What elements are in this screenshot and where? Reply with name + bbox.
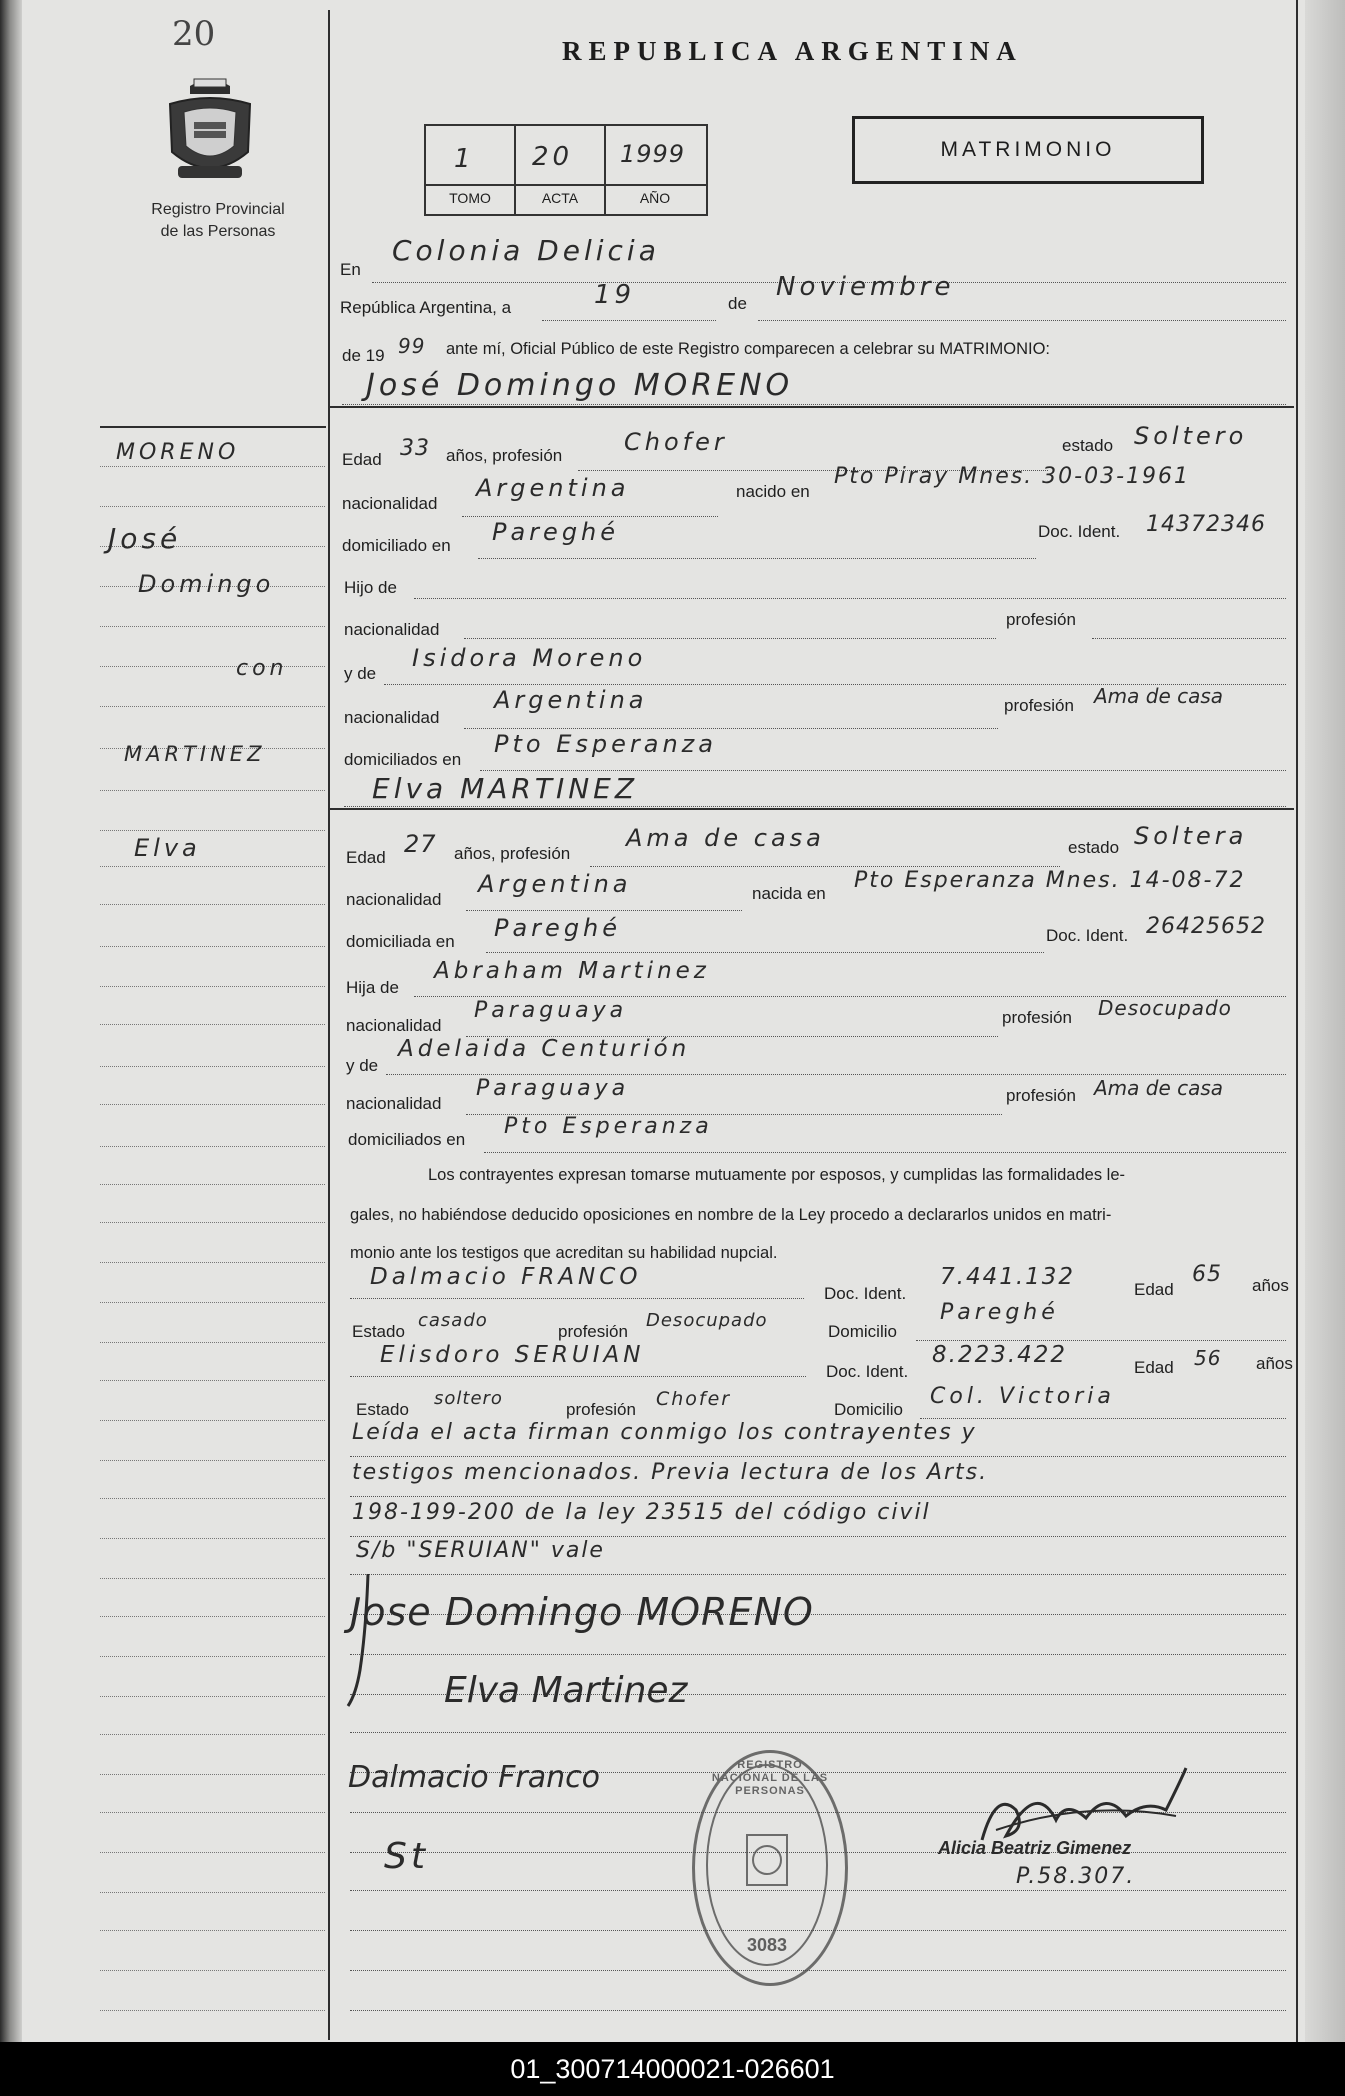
groom-nac-label: nacionalidad (342, 494, 438, 513)
groom-padre-nac-label: nacionalidad (344, 620, 440, 639)
bride-edad: 27 (404, 830, 437, 858)
margin-divider (328, 10, 330, 2040)
witness2-doc-label: Doc. Ident. (826, 1362, 909, 1381)
groom-madre: Isidora Moreno (412, 644, 647, 672)
body-line-1: Los contrayentes expresan tomarse mutuamente por esposos, y cumplidas las formalidades le- (428, 1166, 1126, 1184)
bride-yde-label: y de (346, 1056, 379, 1075)
month-value: Noviembre (776, 272, 955, 302)
month-line (758, 300, 1286, 321)
groom-madre-nac: Argentina (494, 686, 648, 714)
closing-line-3: 198-199-200 de la ley 23515 del código civil (352, 1500, 931, 1525)
registry-line-1: Registro Provincial (151, 201, 285, 218)
witness2-domicilio-label: Domicilio (834, 1400, 903, 1419)
bride-padre-prof: Desocupado (1098, 996, 1232, 1020)
groom-padre-prof-line (1092, 620, 1286, 639)
groom-nacido: Pto Piray Mnes. 30-03-1961 (834, 464, 1191, 489)
groom-domicilio: Pareghé (492, 518, 620, 546)
ano-value: 1999 (620, 140, 686, 168)
witness1-edad-label: Edad (1134, 1280, 1174, 1299)
page-edge (1305, 0, 1345, 2042)
margin-groom-surname: MORENO (116, 440, 240, 465)
day-value: 19 (594, 280, 636, 310)
witness-signature: Dalmacio Franco (348, 1760, 600, 1795)
acta-value: 20 (532, 142, 574, 172)
body-line-2: gales, no habiéndose deducido oposiciones en nombre de la Ley procedo a declararlos unidos en matri- (350, 1206, 1112, 1224)
groom-anos-profesion: años, profesión (446, 446, 563, 465)
margin-bride-surname: MARTINEZ (124, 742, 266, 766)
act-type-label: MATRIMONIO (940, 138, 1116, 161)
bride-madre: Adelaida Centurión (398, 1036, 691, 1062)
bride-full-name: Elva MARTINEZ (372, 772, 639, 805)
bride-estado: Soltera (1134, 822, 1248, 850)
witness2-doc: 8.223.422 (932, 1342, 1068, 1368)
groom-doc: 14372346 (1146, 512, 1266, 537)
witness2-anos-label: años (1256, 1354, 1293, 1373)
registry-stamp (692, 1750, 848, 1986)
stamp-number: 3083 (746, 1935, 788, 1955)
witness1-profesion-label: profesión (558, 1322, 628, 1341)
bride-madre-nac: Paraguaya (476, 1076, 630, 1101)
groom-yde-label: y de (344, 664, 377, 683)
bride-domiciliada-label: domiciliada en (346, 932, 455, 951)
bride-padre-prof-label: profesión (1002, 1008, 1072, 1027)
witness1-estado: casado (418, 1310, 488, 1331)
groom-domiciliados: Pto Esperanza (494, 730, 717, 758)
bride-domiciliados-label: domiciliados en (348, 1130, 466, 1149)
tomo-label: TOMO (449, 190, 491, 206)
ano-label: AÑO (639, 190, 671, 206)
groom-estado-label: estado (1062, 436, 1114, 455)
bride-domiciliados: Pto Esperanza (504, 1114, 713, 1139)
registry-name (130, 199, 306, 243)
witness1-estado-label: Estado (352, 1322, 405, 1341)
groom-domiciliado-label: domiciliado en (342, 536, 451, 555)
bride-padre-nac: Paraguaya (474, 998, 628, 1023)
groom-padre-prof-label: profesión (1006, 610, 1076, 629)
groom-nacido-label: nacido en (736, 482, 810, 501)
witness2-name: Elisdoro SERUIAN (380, 1342, 645, 1368)
book-binding (0, 0, 22, 2042)
margin-bride-name: Elva (134, 834, 201, 862)
witness1-doc: 7.441.132 (940, 1264, 1076, 1290)
body-line-3: monio ante los testigos que acreditan su habilidad nupcial. (350, 1244, 778, 1262)
bride-edad-label: Edad (346, 848, 386, 867)
country-title: REPUBLICA ARGENTINA (562, 36, 1023, 66)
bride-nacida: Pto Esperanza Mnes. 14-08-72 (854, 868, 1246, 893)
groom-nacionalidad: Argentina (476, 474, 630, 502)
bride-estado-label: estado (1068, 838, 1120, 857)
year-suffix: 99 (398, 334, 426, 358)
act-type-box (852, 116, 1204, 184)
witness1-edad: 65 (1192, 1262, 1222, 1287)
de-label: de (728, 294, 747, 313)
tomo-value: 1 (454, 144, 475, 174)
witness2-edad-label: Edad (1134, 1358, 1174, 1377)
margin-groom-name1: José (108, 522, 182, 555)
closing-line-1: Leída el acta firman conmigo los contrayentes y (352, 1420, 977, 1445)
republica-label: República Argentina, a (340, 298, 512, 317)
witness-mark: St (384, 1836, 429, 1877)
witness2-edad: 56 (1194, 1346, 1222, 1370)
bride-hija-label: Hija de (346, 978, 399, 997)
bride-domicilio: Pareghé (494, 914, 622, 942)
record-number-box (424, 124, 708, 216)
intro-statement: ante mí, Oficial Público de este Registro comparecen a celebrar su MATRIMONIO: (446, 340, 1051, 358)
margin-groom-name2: Domingo (138, 570, 275, 598)
provincial-seal-icon (160, 74, 260, 186)
groom-section-top (330, 406, 1294, 408)
bride-padre-nac-label: nacionalidad (346, 1016, 442, 1035)
groom-madre-prof: Ama de casa (1094, 684, 1224, 708)
witness2-profesion-label: profesión (566, 1400, 636, 1419)
registry-line-2: de las Personas (160, 223, 276, 240)
bride-profesion: Ama de casa (626, 824, 825, 852)
bride-doc-label: Doc. Ident. (1046, 926, 1129, 945)
bride-nac-label: nacionalidad (346, 890, 442, 909)
groom-full-name: José Domingo MORENO (366, 368, 794, 403)
witness1-doc-label: Doc. Ident. (824, 1284, 907, 1303)
witness1-domicilio-label: Domicilio (828, 1322, 897, 1341)
witness1-anos-label: años (1252, 1276, 1289, 1295)
groom-edad: 33 (400, 436, 430, 461)
groom-estado: Soltero (1134, 422, 1248, 450)
groom-signature-flourish (340, 1570, 380, 1710)
groom-profesion: Chofer (624, 428, 728, 456)
bride-doc: 26425652 (1146, 914, 1266, 939)
witness1-domicilio: Pareghé (940, 1300, 1059, 1325)
acta-label: ACTA (541, 190, 579, 206)
bride-nacionalidad: Argentina (478, 870, 632, 898)
margin-con: con (236, 656, 288, 681)
groom-doc-label: Doc. Ident. (1038, 522, 1121, 541)
en-label: En (340, 260, 361, 279)
right-border (1296, 0, 1298, 2042)
groom-edad-label: Edad (342, 450, 382, 469)
groom-padre-line (414, 580, 1286, 599)
year-prefix: de 19 (342, 346, 385, 365)
bride-section-top (330, 808, 1294, 810)
witness2-profesion: Chofer (656, 1388, 732, 1410)
witness2-estado-label: Estado (356, 1400, 409, 1419)
groom-padre-nac-line (464, 620, 996, 639)
closing-line-4: S/b "SERUIAN" vale (356, 1538, 605, 1563)
stamp-text: REGISTRO NACIONAL DE LAS PERSONAS (711, 1759, 829, 1797)
place-value: Colonia Delicia (392, 234, 660, 267)
witness2-estado: soltero (434, 1388, 503, 1409)
file-id-footer: 01_300714000021-026601 (510, 2053, 835, 2084)
official-signature-icon (976, 1760, 1196, 1850)
witness1-name: Dalmacio FRANCO (370, 1264, 642, 1290)
bride-madre-prof: Ama de casa (1094, 1076, 1224, 1100)
bride-nacida-label: nacida en (752, 884, 826, 903)
groom-signature: Jose Domingo MORENO (350, 1590, 814, 1634)
official-name: Alicia Beatriz Gimenez (938, 1838, 1132, 1858)
bride-madre-prof-label: profesión (1006, 1086, 1076, 1105)
groom-domiciliados-label: domiciliados en (344, 750, 462, 769)
official-id: P.58.307. (1016, 1864, 1136, 1889)
closing-line-2: testigos mencionados. Previa lectura de los Arts. (352, 1460, 989, 1485)
groom-madre-prof-label: profesión (1004, 696, 1074, 715)
page-number: 20 (172, 14, 216, 54)
bride-anos-profesion: años, profesión (454, 844, 571, 863)
groom-madre-nac-label: nacionalidad (344, 708, 440, 727)
bride-signature: Elva Martinez (444, 1670, 688, 1711)
margin-rule-top (100, 426, 326, 428)
witness2-domicilio: Col. Victoria (930, 1384, 1115, 1409)
groom-hijo-label: Hijo de (344, 578, 397, 597)
bride-padre: Abraham Martinez (434, 958, 710, 984)
bride-madre-nac-label: nacionalidad (346, 1094, 442, 1113)
witness1-profesion: Desocupado (646, 1310, 768, 1331)
